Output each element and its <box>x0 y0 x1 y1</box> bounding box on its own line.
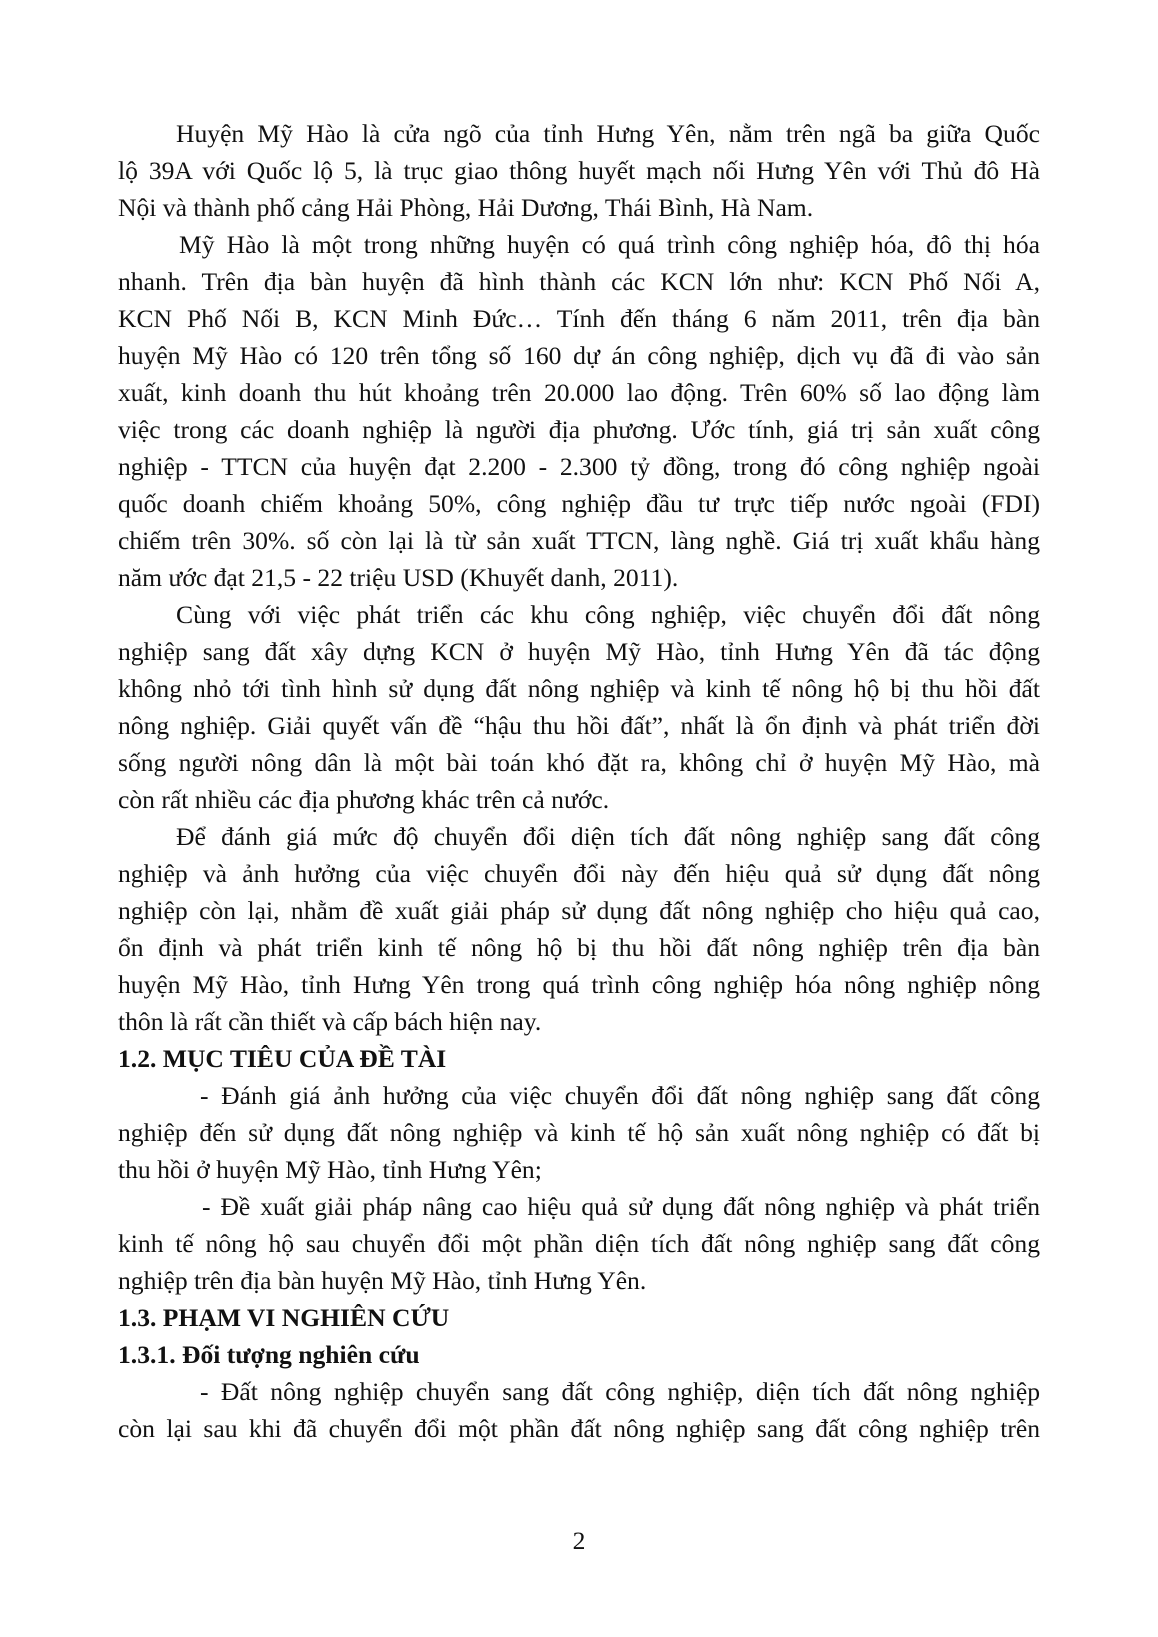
text-line: huyện Mỹ Hào có 120 trên tổng số 160 dự án công nghiệp, dịch vụ đã đi vào sản <box>118 341 1040 370</box>
text-line: quốc doanh chiếm khoảng 50%, công nghiệp đầu tư trực tiếp nước ngoài (FDI) <box>118 489 1040 518</box>
text-line: nhanh. Trên địa bàn huyện đã hình thành các KCN lớn như: KCN Phố Nối A, <box>118 267 1040 296</box>
text-line: sống người nông dân là một bài toán khó đặt ra, không chỉ ở huyện Mỹ Hào, mà <box>118 748 1040 777</box>
text-line: - Đánh giá ảnh hưởng của việc chuyển đổi đất nông nghiệp sang đất công <box>200 1081 1040 1110</box>
text-line: kinh tế nông hộ sau chuyển đổi một phần diện tích đất nông nghiệp sang đất công <box>118 1229 1040 1258</box>
text-line: thu hồi ở huyện Mỹ Hào, tỉnh Hưng Yên; <box>118 1155 542 1184</box>
text-line: lộ 39A với Quốc lộ 5, là trục giao thông huyết mạch nối Hưng Yên với Thủ đô Hà <box>118 156 1040 185</box>
text-line: nông nghiệp. Giải quyết vấn đề “hậu thu hồi đất”, nhất là ổn định và phát triển đời <box>118 711 1040 740</box>
text-line: KCN Phố Nối B, KCN Minh Đức… Tính đến tháng 6 năm 2011, trên địa bàn <box>118 304 1040 333</box>
text-line: chiếm trên 30%. số còn lại là từ sản xuất TTCN, làng nghề. Giá trị xuất khẩu hàng <box>118 526 1040 555</box>
text-line: không nhỏ tới tình hình sử dụng đất nông nghiệp và kinh tế nông hộ bị thu hồi đất <box>118 674 1040 703</box>
section-heading: 1.3. PHẠM VI NGHIÊN CỨU <box>118 1303 450 1332</box>
text-line: nghiệp sang đất xây dựng KCN ở huyện Mỹ Hào, tỉnh Hưng Yên đã tác động <box>118 637 1040 666</box>
text-line: năm ước đạt 21,5 - 22 triệu USD (Khuyết danh, 2011). <box>118 563 679 592</box>
text-line: huyện Mỹ Hào, tỉnh Hưng Yên trong quá trình công nghiệp hóa nông nghiệp nông <box>118 970 1040 999</box>
text-line: nghiệp đến sử dụng đất nông nghiệp và kinh tế hộ sản xuất nông nghiệp có đất bị <box>118 1118 1040 1147</box>
text-line: - Đề xuất giải pháp nâng cao hiệu quả sử dụng đất nông nghiệp và phát triển <box>202 1192 1040 1221</box>
subsection-heading: 1.3.1. Đối tượng nghiên cứu <box>118 1340 420 1369</box>
text-line: Để đánh giá mức độ chuyển đổi diện tích đất nông nghiệp sang đất công <box>176 822 1040 851</box>
text-line: nghiệp còn lại, nhằm đề xuất giải pháp sử dụng đất nông nghiệp cho hiệu quả cao, <box>118 896 1040 925</box>
section-heading: 1.2. MỤC TIÊU CỦA ĐỀ TÀI <box>118 1044 447 1073</box>
text-line: việc trong các doanh nghiệp là người địa phương. Ước tính, giá trị sản xuất công <box>118 415 1040 444</box>
text-line: thôn là rất cần thiết và cấp bách hiện nay. <box>118 1007 542 1036</box>
text-line: Huyện Mỹ Hào là cửa ngõ của tỉnh Hưng Yên, nằm trên ngã ba giữa Quốc <box>176 119 1040 148</box>
text-line: ổn định và phát triển kinh tế nông hộ bị thu hồi đất nông nghiệp trên địa bàn <box>118 933 1040 962</box>
page-number: 2 <box>572 1526 586 1555</box>
text-line: nghiệp trên địa bàn huyện Mỹ Hào, tỉnh Hưng Yên. <box>118 1266 647 1295</box>
text-line: - Đất nông nghiệp chuyển sang đất công nghiệp, diện tích đất nông nghiệp <box>200 1377 1040 1406</box>
text-line: còn rất nhiều các địa phương khác trên cả nước. <box>118 785 610 814</box>
text-line: Nội và thành phố cảng Hải Phòng, Hải Dương, Thái Bình, Hà Nam. <box>118 193 814 222</box>
text-line: nghiệp và ảnh hưởng của việc chuyển đổi này đến hiệu quả sử dụng đất nông <box>118 859 1040 888</box>
text-line: Cùng với việc phát triển các khu công nghiệp, việc chuyển đổi đất nông <box>176 600 1040 629</box>
text-line: nghiệp - TTCN của huyện đạt 2.200 - 2.300 tỷ đồng, trong đó công nghiệp ngoài <box>118 452 1040 481</box>
text-line: Mỹ Hào là một trong những huyện có quá trình công nghiệp hóa, đô thị hóa <box>179 230 1040 259</box>
text-line: xuất, kinh doanh thu hút khoảng trên 20.000 lao động. Trên 60% số lao động làm <box>118 378 1040 407</box>
text-line: còn lại sau khi đã chuyển đổi một phần đất nông nghiệp sang đất công nghiệp trên <box>118 1414 1040 1443</box>
